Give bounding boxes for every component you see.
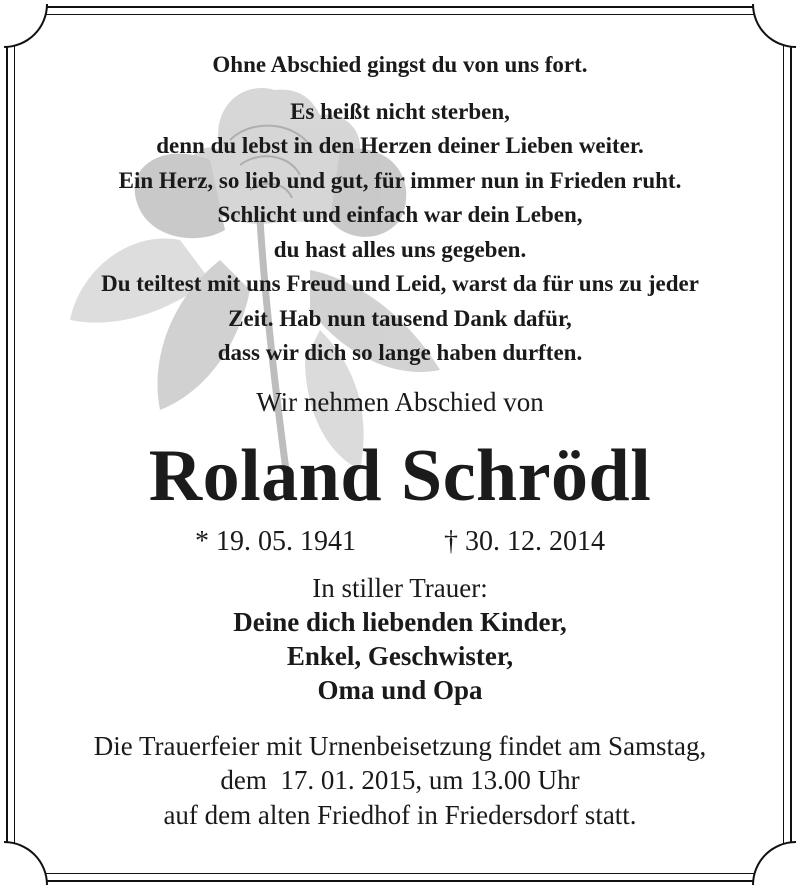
poem-line: denn du lebst in den Herzen deiner Lieben weiter. xyxy=(156,133,644,158)
mourner-line: Enkel, Geschwister, xyxy=(286,640,514,671)
mourner-line: Deine dich liebenden Kinder, xyxy=(233,606,567,637)
life-dates xyxy=(20,525,780,559)
deceased-name: Roland Schrödl xyxy=(148,434,652,517)
mourning-intro: In stiller Trauer: xyxy=(312,572,488,603)
poem-line: Zeit. Hab nun tausend Dank dafür, xyxy=(228,305,572,331)
farewell-intro: Wir nehmen Abschied von xyxy=(256,386,544,417)
poem-line: Es heißt nicht sterben, xyxy=(290,98,510,124)
death-date: † 30. 12. 2014 xyxy=(444,525,605,557)
birth-date: * 19. 05. 1941 xyxy=(195,525,356,557)
poem-line: Schlicht und einfach war dein Leben, xyxy=(217,202,583,227)
ceremony-line: Die Trauerfeier mit Urnenbeisetzung findet am Samstag, xyxy=(93,730,707,761)
poem xyxy=(20,48,780,371)
ceremony-info xyxy=(20,729,780,833)
poem-line: du hast alles uns gegeben. xyxy=(273,236,527,262)
poem-line: Ohne Abschied gingst du von uns fort. xyxy=(212,52,588,77)
mourner-line: Oma und Opa xyxy=(317,674,483,705)
poem-line: Ein Herz, so lieb und gut, für immer nun in Frieden ruht. xyxy=(118,167,682,193)
poem-line: dass wir dich so lange haben durften. xyxy=(217,340,583,365)
ceremony-line: dem 17. 01. 2015, um 13.00 Uhr xyxy=(220,765,580,795)
notice-content xyxy=(20,48,780,832)
ceremony-line: auf dem alten Friedhof in Friedersdorf statt. xyxy=(163,799,637,830)
poem-line: Du teiltest mit uns Freud und Leid, warst da für uns zu jeder xyxy=(101,271,699,296)
mourners-list xyxy=(20,605,780,707)
mourning-section xyxy=(20,571,780,707)
